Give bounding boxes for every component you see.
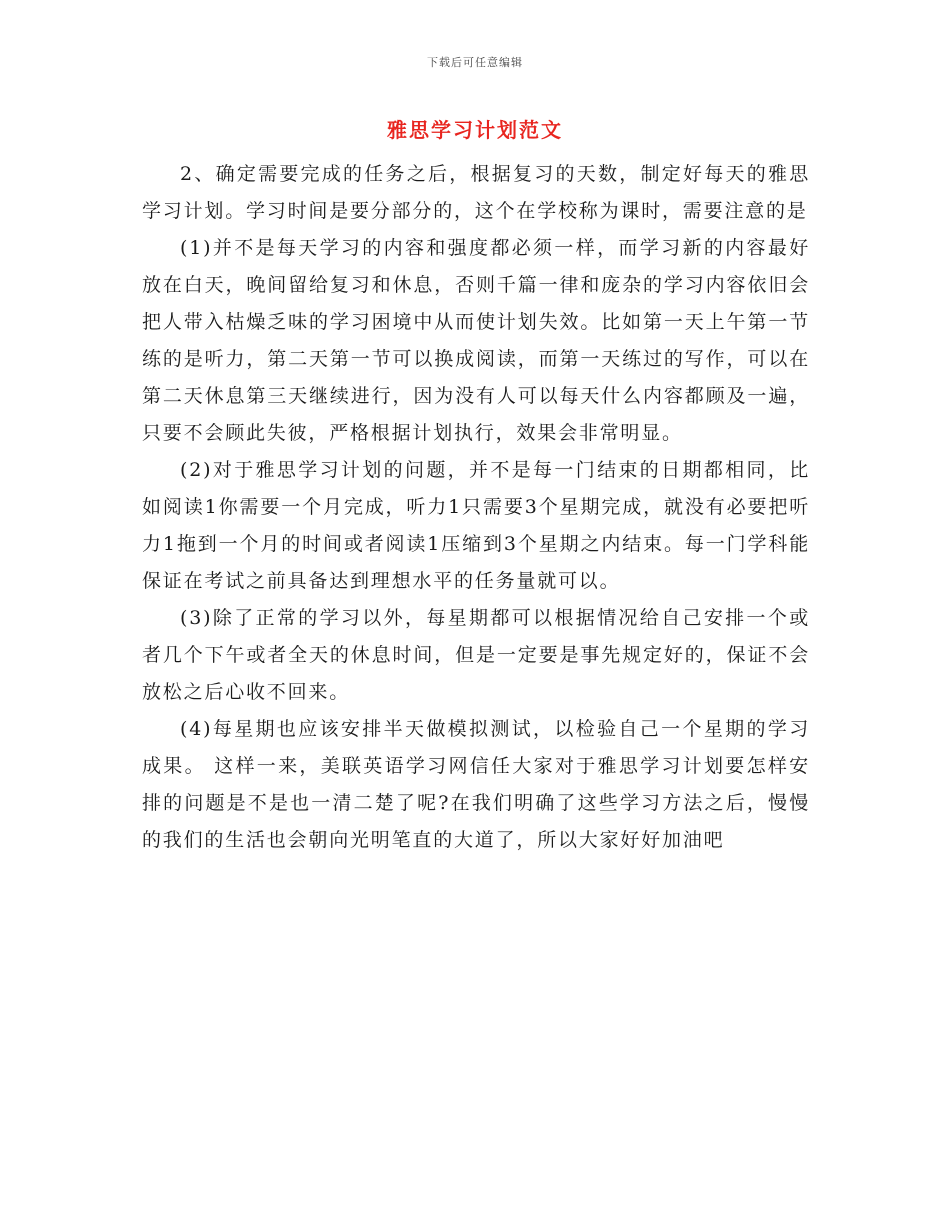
document-title: 雅思学习计划范文: [387, 118, 563, 142]
paragraph-point-1: (1)并不是每天学习的内容和强度都必须一样，而学习新的内容最好放在白天，晚间留给复习和休息，否则千篇一律和庞杂的学习内容依旧会把人带入枯燥乏味的学习困境中从而使计划失效。比如第一天上午第一节练的是听力，第二天第一节可以换成阅读，而第一天练过的写作，可以在第二天休息第三天继续进行，因为没有人可以每天什么内容都顾及一遍，只要不会顾此失彼，严格根据计划执行，效果会非常明显。: [142, 237, 810, 444]
paragraph-point-2: (2)对于雅思学习计划的问题，并不是每一门结束的日期都相同，比如阅读1你需要一个月完成，听力1只需要3个星期完成，就没有必要把听力1拖到一个月的时间或者阅读1压缩到3个星期之内结束。每一门学科能保证在考试之前具备达到理想水平的任务量就可以。: [142, 459, 810, 592]
page-header-note: 下载后可任意编辑: [427, 56, 523, 69]
paragraph-point-3: (3)除了正常的学习以外，每星期都可以根据情况给自己安排一个或者几个下午或者全天的休息时间，但是一定要是事先规定好的，保证不会放松之后心收不回来。: [142, 607, 810, 703]
paragraph-task-planning: 2、确定需要完成的任务之后，根据复习的天数，制定好每天的雅思学习计划。学习时间是要分部分的，这个在学校称为课时，需要注意的是: [142, 163, 810, 222]
paragraph-point-4: (4)每星期也应该安排半天做模拟测试，以检验自己一个星期的学习成果。 这样一来，美联英语学习网信任大家对于雅思学习计划要怎样安排的问题是不是也一清二楚了呢?在我们明确了这些学习方法之后，慢慢的我们的生活也会朝向光明笔直的大道了，所以大家好好加油吧: [142, 718, 810, 851]
document-body: [142, 156, 810, 859]
